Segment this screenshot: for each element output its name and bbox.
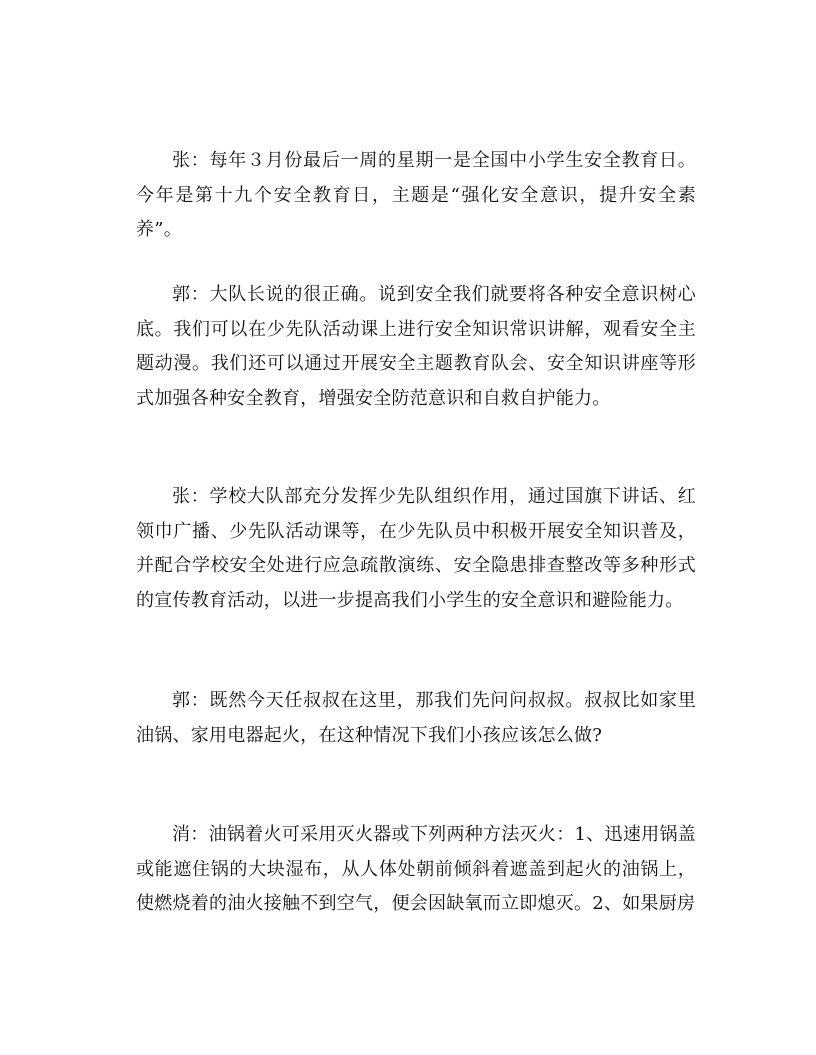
paragraph-zhang-2: 张：学校大队部充分发挥少先队组织作用，通过国旗下讲话、红领巾广播、少先队活动课等，在少先队员中积极开展安全知识普及，并配合学校安全处进行应急疏散演练、安全隐患排查整改等多种形式的宣传教育活动，以进一步提高我们小学生的安全意识和避险能力。 — [136, 486, 696, 611]
paragraph-zhang-1: 张：每年３月份最后一周的星期一是全国中小学生安全教育日。今年是第十九个安全教育日，主题是“强化安全意识，提升安全素养”。 — [136, 150, 696, 240]
paragraph-guo-2: 郭：既然今天任叔叔在这里，那我们先问问叔叔。叔叔比如家里油锅、家用电器起火，在这种情况下我们小孩应该怎么做? — [136, 690, 696, 746]
paragraph-guo-1: 郭：大队长说的很正确。说到安全我们就要将各种安全意识树心底。我们可以在少先队活动课上进行安全知识常识讲解，观看安全主题动漫。我们还可以通过开展安全主题教育队会、安全知识讲座等形式加强各种安全教育，增强安全防范意识和自救自护能力。 — [136, 284, 696, 409]
paragraph-firefighter: 消：油锅着火可采用灭火器或下列两种方法灭火：1、迅速用锅盖或能遮住锅的大块湿布，从人体处朝前倾斜着遮盖到起火的油锅上，使燃烧着的油火接触不到空气，便会因缺氧而立即熄灭。2、如果厨房 — [136, 824, 696, 914]
